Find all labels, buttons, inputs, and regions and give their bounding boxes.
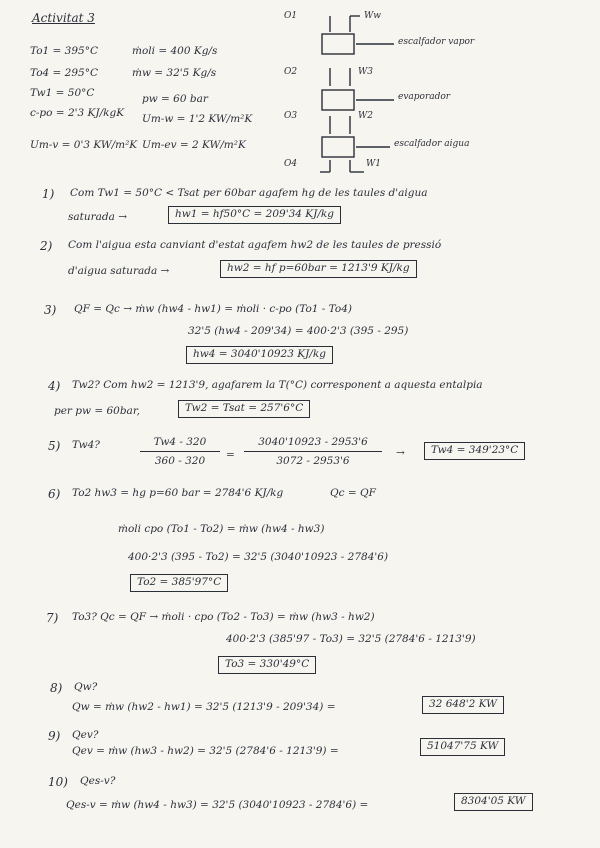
step-8-result: 32 648'2 KW (422, 696, 504, 714)
given-tw1: Tw1 = 50°C (30, 87, 95, 99)
given-to1: To1 = 395°C (30, 45, 98, 57)
step-5-frac1-bottom: 360 - 320 (154, 455, 206, 467)
exchanger-box-evaporador (322, 90, 354, 110)
step-5-frac2-top: 3040'10923 - 2953'6 (258, 436, 368, 448)
step-7-text2: 400·2'3 (385'97 - To3) = 32'5 (2784'6 - 1213'9) (226, 633, 476, 645)
step-5-text: Tw4? (72, 439, 100, 451)
step-8-text: Qw? (74, 681, 98, 693)
step-10-result: 8304'05 KW (454, 793, 533, 811)
label-escalfador-aigua: escalfador aigua (394, 139, 470, 149)
step-6-result: To2 = 385'97°C (130, 574, 228, 592)
label-escalfador-vapor: escalfador vapor (398, 37, 475, 47)
step-1-number: 1) (42, 187, 55, 201)
step-10-text2: Qes-v = ṁw (hw4 - hw3) = 32'5 (3040'10923 - 2784'6) = (66, 799, 369, 811)
arrow-icon: → (396, 447, 405, 459)
stream-o3: O3 (284, 111, 298, 121)
step-9-text2: Qev = ṁw (hw3 - hw2) = 32'5 (2784'6 - 1213'9) = (72, 745, 339, 757)
step-7-result: To3 = 330'49°C (218, 656, 316, 674)
given-umw: Um-w = 1'2 KW/m²K (142, 113, 253, 125)
step-3-number: 3) (44, 303, 57, 317)
step-4-text: Tw2? Com hw2 = 1213'9, agafarem la T(°C) corresponent a aquesta entalpia (72, 379, 483, 391)
page-title: Activitat 3 (32, 11, 95, 25)
step-3-result: hw4 = 3040'10923 KJ/kg (186, 346, 333, 364)
step-5-frac2-bottom: 3072 - 2953'6 (276, 455, 350, 467)
step-1-text: Com Tw1 = 50°C < Tsat per 60bar agafem hg de les taules d'aigua (70, 187, 428, 199)
step-10-number: 10) (48, 775, 68, 789)
given-umv: Um-v = 0'3 KW/m²K (30, 139, 138, 151)
step-3-text2: 32'5 (hw4 - 209'34) = 400·2'3 (395 - 295) (188, 325, 409, 337)
stream-o1: O1 (284, 11, 298, 21)
stream-w3: W3 (358, 67, 373, 77)
stream-ww: Ww (364, 11, 381, 21)
stream-w1: W1 (366, 159, 381, 169)
given-umev: Um-ev = 2 KW/m²K (142, 139, 246, 151)
label-evaporador: evaporador (398, 92, 451, 102)
step-5-number: 5) (48, 439, 61, 453)
step-5-result: Tw4 = 349'23°C (424, 442, 525, 460)
step-1-text2: saturada → (68, 211, 128, 223)
step-5-fraction-right (244, 436, 382, 467)
step-2-result: hw2 = hf p=60bar = 1213'9 KJ/kg (220, 260, 417, 278)
step-6-text: To2 hw3 = hg p=60 bar = 2784'6 KJ/kg (72, 487, 284, 499)
step-1-result: hw1 = hf50°C = 209'34 KJ/kg (168, 206, 341, 224)
step-6-text3: 400·2'3 (395 - To2) = 32'5 (3040'10923 - 2784'6) (128, 551, 389, 563)
stream-w2: W2 (358, 111, 373, 121)
step-6-number: 6) (48, 487, 61, 501)
step-9-text: Qev? (72, 729, 99, 741)
stream-o2: O2 (284, 67, 298, 77)
exchanger-box-aigua (322, 137, 354, 157)
step-5-fraction-left (140, 436, 220, 467)
given-mw: ṁw = 32'5 Kg/s (132, 67, 217, 79)
exchanger-box-vapor (322, 34, 354, 54)
stream-o4: O4 (284, 159, 298, 169)
step-2-text2: d'aigua saturada → (68, 265, 170, 277)
step-7-number: 7) (46, 611, 59, 625)
step-3-text: QF = Qc → ṁw (hw4 - hw1) = ṁoli · c-po (To1 - To4) (74, 303, 352, 315)
step-10-text: Qes-v? (80, 775, 116, 787)
given-cpo: c-po = 2'3 KJ/kgK (30, 107, 125, 119)
step-9-result: 51047'75 KW (420, 738, 505, 756)
step-4-text2: per pw = 60bar, (54, 405, 141, 417)
step-5-frac1-top: Tw4 - 320 (153, 436, 207, 448)
step-8-number: 8) (50, 681, 63, 695)
step-6-side: Qc = QF (330, 487, 376, 499)
step-4-number: 4) (48, 379, 61, 393)
step-7-text: To3? Qc = QF → ṁoli · cpo (To2 - To3) = ṁw (hw3 - hw2) (72, 611, 375, 623)
step-4-result: Tw2 = Tsat = 257'6°C (178, 400, 310, 418)
step-8-text2: Qw = ṁw (hw2 - hw1) = 32'5 (1213'9 - 209'34) = (72, 701, 336, 713)
given-to4: To4 = 295°C (30, 67, 98, 79)
given-pw: pw = 60 bar (142, 93, 208, 105)
step-2-text: Com l'aigua esta canviant d'estat agafem hw2 de les taules de pressió (68, 239, 442, 251)
step-6-text2: ṁoli cpo (To1 - To2) = ṁw (hw4 - hw3) (118, 523, 325, 535)
given-moli: ṁoli = 400 Kg/s (132, 45, 218, 57)
step-9-number: 9) (48, 729, 61, 743)
step-2-number: 2) (40, 239, 53, 253)
equals-sign: = (226, 449, 235, 461)
